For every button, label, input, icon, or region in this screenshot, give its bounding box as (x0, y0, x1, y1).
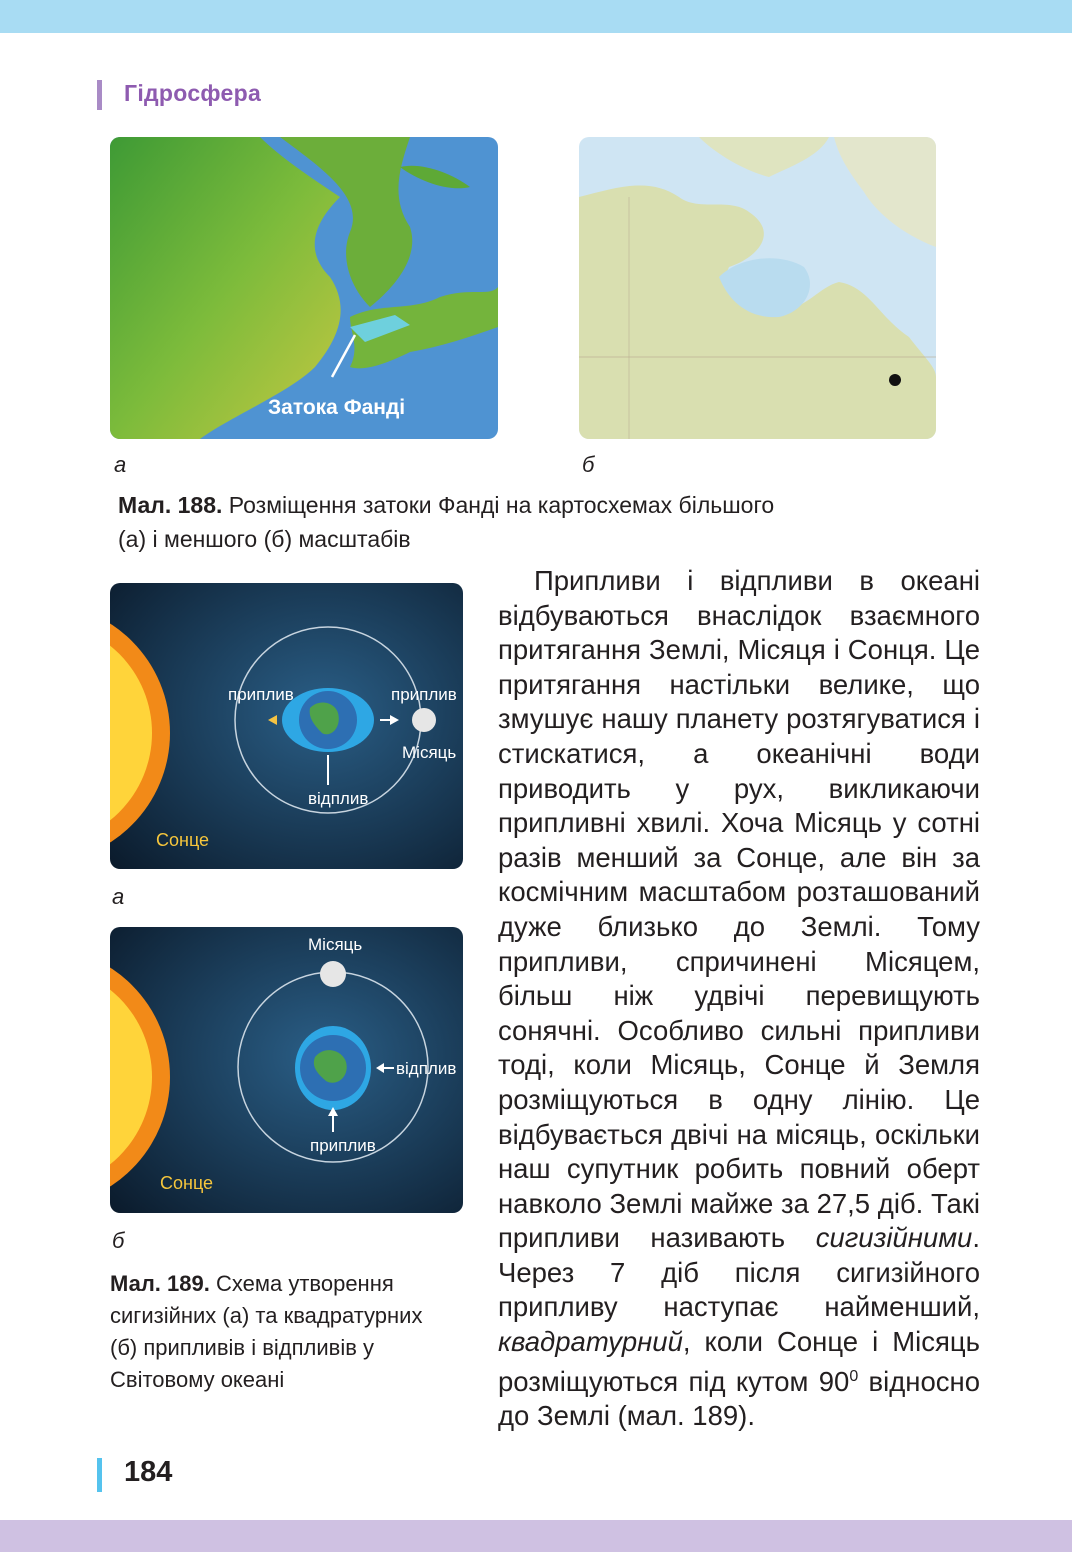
spring-right-tide-label: приплив (391, 685, 457, 704)
neap-tide-diagram (110, 927, 463, 1213)
neap-sun-label: Сонце (160, 1173, 214, 1193)
fundy-relief-map (110, 137, 498, 439)
paragraph-part-2: . Через 7 діб після сигизійного припливу наступає найменший, (498, 1222, 980, 1323)
figure189-sub-a: а (112, 884, 125, 909)
canada-map (579, 137, 936, 439)
page-number: 184 (124, 1456, 173, 1488)
page-number-marker (97, 1458, 102, 1492)
main-paragraph (498, 564, 980, 1434)
bay-of-fundy-label: Затока Фанді (268, 396, 406, 419)
footer-bar (0, 1520, 1072, 1552)
spring-left-tide-label: приплив (228, 685, 294, 704)
figure188-sub-b: б (582, 452, 595, 477)
term-quadrature: квадратурний (498, 1326, 683, 1358)
header-bar (0, 0, 1072, 33)
figure189-caption-number: Мал. 189. (110, 1271, 210, 1296)
neap-tide-label: приплив (310, 1136, 376, 1155)
spring-moon-label: Місяць (402, 743, 457, 762)
paragraph-part-3: , коли Сонце і Місяць розміщуються під кутом 90 (498, 1326, 980, 1397)
neap-ebb-label: відплив (396, 1059, 457, 1078)
spring-ebb-label: відплив (308, 789, 369, 808)
degree-mark: 0 (849, 1367, 859, 1385)
section-title: Гідросфера (124, 80, 262, 106)
paragraph-part-1: Припливи і відпливи в океані відбуваються внаслідок взаємного притягання Землі, Місяця і Сонця. Це притягання настільки велике, що змушує нашу планету розтягуватися і стискатися, а океанічні води приводить у рух, викликаючи припливні хвилі. Хоча Місяць у сотні разів менший за Сонце, але він за космічним масштабом розташований дуже близько до Землі. Тому припливи, спричинені Місяцем, більш ніж удвічі перевищують сонячні. Особливо сильні припливи тоді, коли Місяць, Сонце й Земля розміщуються в одну лінію. Це відбувається двічі на місяць, оскільки наш супутник робить повний оберт навколо Землі майже за 27,5 діб. Такі припливи називають (498, 565, 980, 1254)
figure188-caption-number: Мал. 188. (118, 492, 223, 518)
section-marker (97, 80, 102, 110)
spring-sun-label: Сонце (156, 830, 210, 850)
figure188-caption (118, 488, 798, 556)
figure189-caption (110, 1268, 450, 1396)
bay-location-dot (889, 374, 901, 386)
figure189-caption-text: Схема утворення сигизійних (а) та квадратурних (б) припливів і відпливів у Світовому океані (110, 1271, 423, 1392)
figure189-sub-b: б (112, 1228, 125, 1253)
paragraph-part-4: відносно до Землі (мал. 189). (498, 1365, 981, 1432)
figure188-sub-a: а (114, 452, 127, 477)
spring-tide-diagram (110, 583, 463, 869)
neap-moon-label: Місяць (308, 935, 363, 954)
figure188-caption-text: Розміщення затоки Фанді на картосхемах більшого (а) і меншого (б) масштабів (118, 492, 775, 552)
term-syzygy: сигизійними (815, 1222, 973, 1254)
